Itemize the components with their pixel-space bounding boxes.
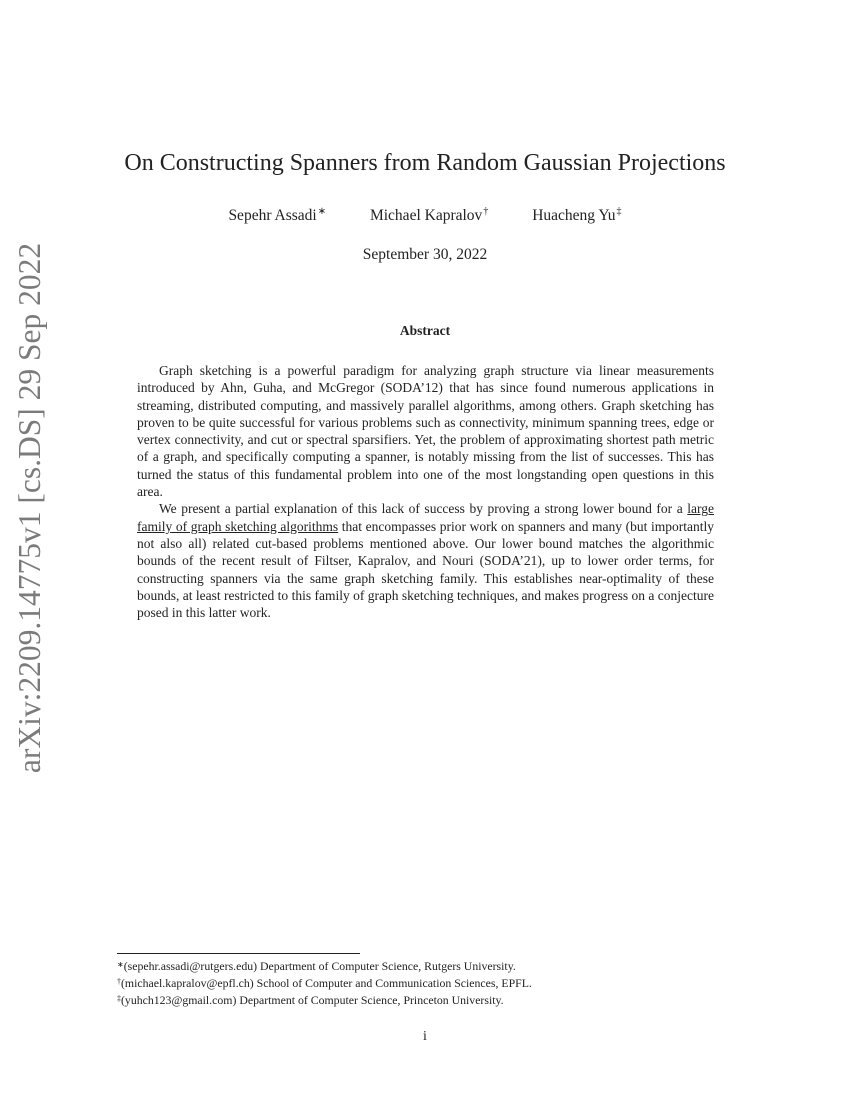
author-name: Huacheng Yu <box>532 207 616 225</box>
abstract-heading: Abstract <box>399 323 451 338</box>
abstract-body <box>137 362 714 621</box>
author-name: Michael Kapralov <box>369 207 483 225</box>
author-3 <box>532 206 621 225</box>
author-footnote-mark: † <box>483 206 489 217</box>
footnote-mark: ‡ <box>117 994 121 1003</box>
abstract-paragraph-2 <box>137 500 714 621</box>
arxiv-watermark-text: arXiv:2209.14775v1 [cs.DS] 29 Sep 2022 <box>12 242 47 773</box>
footnote-divider <box>117 953 360 954</box>
abstract-p2-start: We present a partial explanation of this lack of success by proving a strong lower bound for a <box>159 501 688 517</box>
abstract-paragraph-1: Graph sketching is a powerful paradigm for analyzing graph structure via linear measurements introduced by Ahn, Guha, and McGregor (SODA’12) that has since found numerous applications in streaming, distributed computing, and massively parallel algorithms, among others. Graph sketching has proven to be quite successful for various problems such as connectivity, minimum spanning trees, edge or vertex connectivity, and cut or spectral sparsifiers. Yet, the problem of approximating shortest path metric of a graph, and specifically computing a spanner, is notably missing from the list of successes. This has turned the status of this fundamental problem into one of the most longstanding open questions in this area. <box>137 363 714 500</box>
author-list <box>0 206 850 225</box>
author-1 <box>228 206 326 225</box>
paper-date: September 30, 2022 <box>362 246 488 263</box>
author-2 <box>370 206 488 225</box>
author-footnote-mark: ‡ <box>616 206 622 217</box>
footnote-3 <box>117 992 737 1009</box>
abstract-underlined-phrase: large family of graph sketching algorithms <box>137 501 714 534</box>
footnote-mark: † <box>117 977 121 986</box>
footnote-2 <box>117 975 737 992</box>
footnote-text: (yuhch123@gmail.com) Department of Computer Science, Princeton University. <box>121 993 504 1007</box>
footnote-mark: ∗ <box>117 960 124 969</box>
abstract-p2-end: that encompasses prior work on spanners and many (but importantly not also all) related cut-based problems mentioned above. Our lower bound matches the algorithmic bounds of the recent result of Filtser, Kapralov, and Nouri (SODA’21), up to lower order terms, for constructing spanners via the same graph sketching family. This establishes near-optimality of these bounds, at least restricted to this family of graph sketching techniques, and makes progress on a conjecture posed in this latter work. <box>137 518 714 621</box>
author-name: Sepehr Assadi <box>228 207 317 225</box>
footnote-text: (michael.kapralov@epfl.ch) School of Computer and Communication Sciences, EPFL. <box>121 976 532 990</box>
page-number: i <box>423 1029 427 1044</box>
author-footnote-mark: ∗ <box>317 206 327 217</box>
footnotes <box>117 958 737 1009</box>
paper-title: On Constructing Spanners from Random Gaussian Projections <box>124 150 726 176</box>
footnote-text: (sepehr.assadi@rutgers.edu) Department of Computer Science, Rutgers University. <box>123 959 516 973</box>
footnote-1 <box>117 958 737 975</box>
